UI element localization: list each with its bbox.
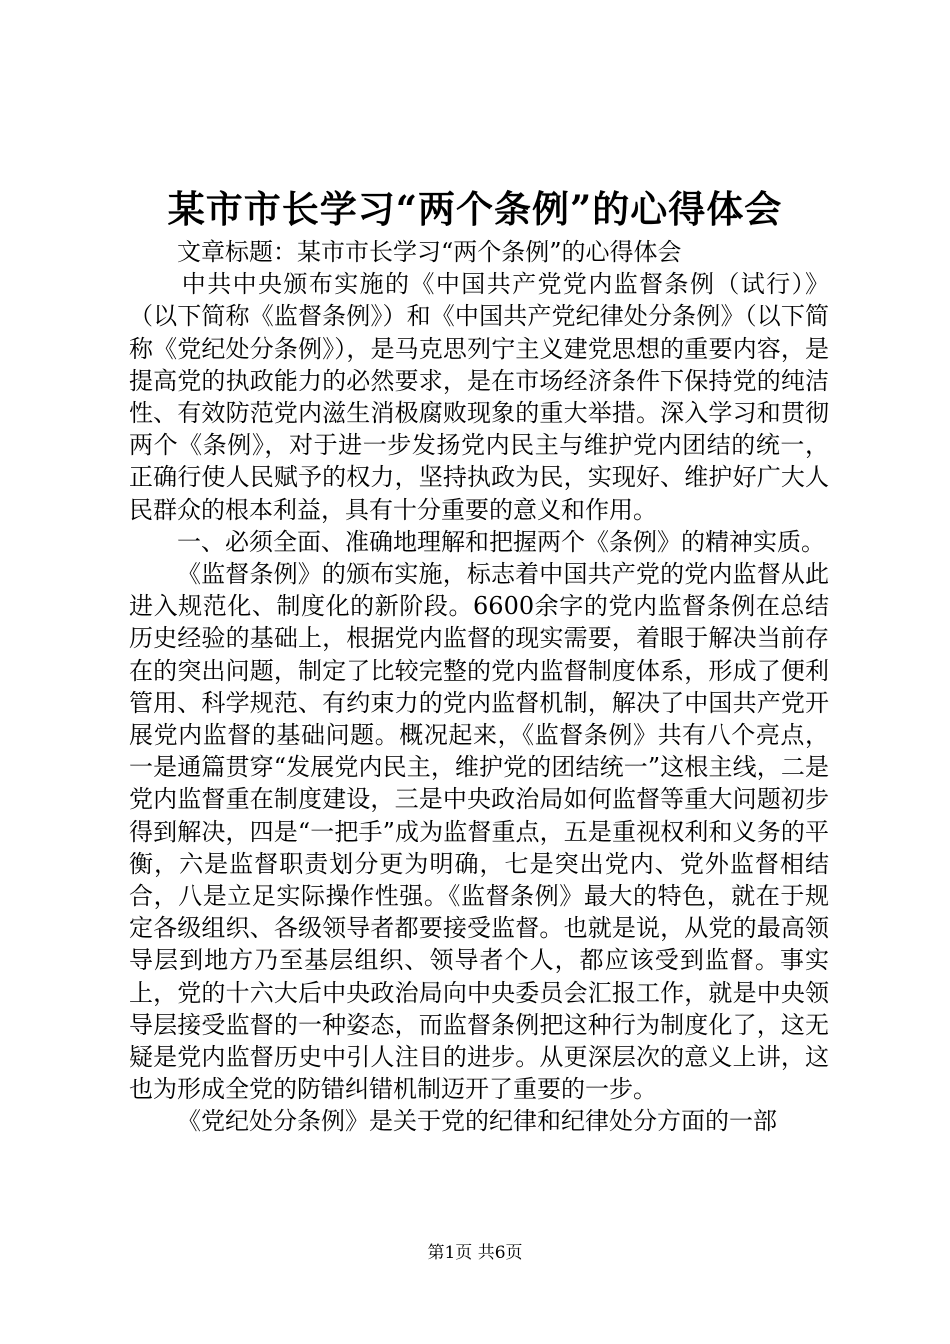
paragraph-discipline: 《党纪处分条例》是关于党的纪律和纪律处分方面的一部 bbox=[177, 1107, 777, 1136]
document-title: 某市市长学习“两个条例”的心得体会 bbox=[167, 187, 783, 231]
document-body bbox=[129, 236, 829, 1138]
paragraph-intro: 中共中央颁布实施的《中国共产党党内监督条例（试行）》（以下简称《监督条例》）和《中国共产党纪律处分条例》（以下简称《党纪处分条例》），是马克思列宁主义建党思想的重要内容，是提高党的执政能力的必然要求，是在市场经济条件下保持党的纯洁性、有效防范党内滋生消极腐败现象的重大举措。深入学习和贯彻两个《条例》，对于进一步发扬党内民主与维护党内团结的统一，正确行使人民赋予的权力，坚持执政为民，实现好、维护好广大人民群众的根本利益，具有十分重要的意义和作用。 bbox=[129, 270, 829, 524]
article-heading-line: 文章标题：某市市长学习“两个条例”的心得体会 bbox=[177, 238, 682, 266]
page-footer: 第1页 共6页 bbox=[427, 1243, 523, 1263]
paragraph-supervision: 《监督条例》的颁布实施，标志着中国共产党的党内监督从此进入规范化、制度化的新阶段。6600余字的党内监督条例在总结历史经验的基础上，根据党内监督的现实需要，着眼于解决当前存在的突出问题，制定了比较完整的党内监督制度体系，形成了便利管用、科学规范、有约束力的党内监督机制，解决了中国共产党开展党内监督的基础问题。概况起来，《监督条例》共有八个亮点，一是通篇贯穿“发展党内民主，维护党的团结统一”这根主线，二是党内监督重在制度建设，三是中央政治局如何监督等重大问题初步得到解决，四是“一把手”成为监督重点，五是重视权利和义务的平衡，六是监督职责划分更为明确，七是突出党内、党外监督相结合，八是立足实际操作性强。《监督条例》最大的特色，就在于规定各级组织、各级领导者都要接受监督。也就是说，从党的最高领导层到地方乃至基层组织、领导者个人，都应该受到监督。事实上，党的十六大后中央政治局向中央委员会汇报工作，就是中央领导层接受监督的一种姿态，而监督条例把这种行为制度化了，这无疑是党内监督历史中引人注目的进步。从更深层次的意义上讲，这也为形成全党的防错纠错机制迈开了重要的一步。 bbox=[129, 560, 829, 1104]
section-heading-1: 一、必须全面、准确地理解和把握两个《条例》的精神实质。 bbox=[177, 527, 825, 556]
